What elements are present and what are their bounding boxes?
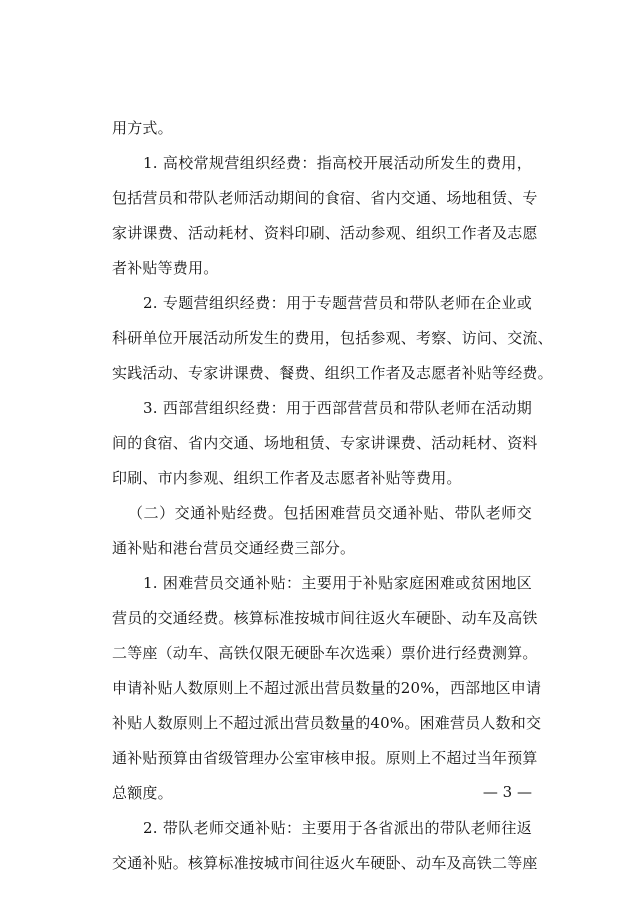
text-line: 2. 带队老师交通补贴：主要用于各省派出的带队老师往返 [143,819,532,837]
text-line: 2. 专题营组织经费：用于专题营营员和带队老师在企业或 [143,294,532,312]
page-number: — 3 — [482,783,532,801]
text-line: 印刷、市内参观、组织工作者及志愿者补贴等费用。 [112,469,462,487]
text-line: 交通补贴。核算标准按城市间往返火车硬卧、动车及高铁二等座 [112,854,538,872]
text-line: 二等座（动车、高铁仅限无硬卧车次选乘）票价进行经费测算。 [112,644,538,662]
text-line: 3. 西部营组织经费：用于西部营营员和带队老师在活动期 [143,399,532,417]
text-line: 间的食宿、省内交通、场地租赁、专家讲课费、活动耗材、资料 [112,434,538,452]
text-line: 申请补贴人数原则上不超过派出营员数量的20%，西部地区申请 [112,679,542,697]
text-line: 者补贴等费用。 [112,259,219,277]
text-line: 营员的交通经费。核算标准按城市间往返火车硬卧、动车及高铁 [112,609,538,627]
text-line: 补贴人数原则上不超过派出营员数量的40%。困难营员人数和交 [112,714,542,732]
text-line: 包括营员和带队老师活动期间的食宿、省内交通、场地租赁、专 [112,189,538,207]
text-line: 家讲课费、活动耗材、资料印刷、活动参观、组织工作者及志愿 [112,224,538,242]
text-line: （二）交通补贴经费。包括困难营员交通补贴、带队老师交 [128,504,532,522]
text-line: 用方式。 [112,119,173,137]
text-line: 通补贴预算由省级管理办公室审核申报。原则上不超过当年预算 [112,749,538,767]
text-line: 1. 高校常规营组织经费：指高校开展活动所发生的费用， [143,154,532,172]
text-line: 科研单位开展活动所发生的费用，包括参观、考察、访问、交流、 [112,329,553,347]
text-line: 1. 困难营员交通补贴：主要用于补贴家庭困难或贫困地区 [143,574,532,592]
text-line: 实践活动、专家讲课费、餐费、组织工作者及志愿者补贴等经费。 [112,364,553,382]
text-line: 总额度。 [112,784,173,802]
text-line: 通补贴和港台营员交通经费三部分。 [112,539,356,557]
